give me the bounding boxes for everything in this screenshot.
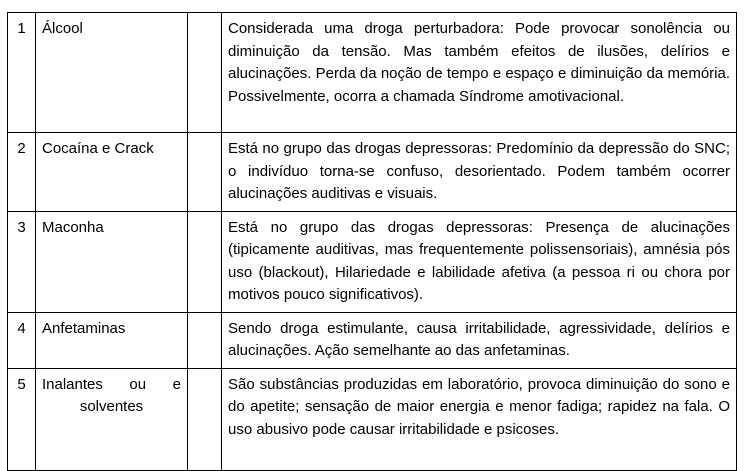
drug-description: Sendo droga estimulante, causa irritabilidade, agressividade, delírios e alucinações. Ação semelhante ao das anfetaminas. [222,312,737,368]
row-number: 4 [8,312,36,368]
drug-description: Está no grupo das drogas depressoras: Presença de alucinações (tipicamente auditivas, mas frequentemente polissensoriais), amnésia pós uso (blackout), Hilariedade e labilidade afetiva (a pessoa ri ou chora por motivos pouco significativos). [222,211,737,312]
table-row [8,211,737,312]
drug-name: Álcool [36,13,188,133]
empty-cell [188,13,222,133]
drug-name-line1: Inalantes ou e [42,375,181,393]
table-row [8,312,737,368]
row-number: 3 [8,211,36,312]
empty-cell [188,312,222,368]
drug-name: Maconha [36,211,188,312]
drug-name: Anfetaminas [36,312,188,368]
table-row [8,13,737,133]
empty-cell [188,211,222,312]
drug-description: Está no grupo das drogas depressoras: Predomínio da depressão do SNC; o indivíduo torna-se confuso, desorientado. Podem também ocorrer alucinações auditivas e visuais. [222,133,737,212]
drug-name [36,368,188,470]
drug-name-line2: solventes [79,398,144,415]
row-number: 2 [8,133,36,212]
drug-effects-table [7,12,737,471]
table-row [8,368,737,470]
row-number: 1 [8,13,36,133]
drug-name: Cocaína e Crack [36,133,188,212]
drug-description: Considerada uma droga perturbadora: Pode provocar sonolência ou diminuição da tensão. Mas também efeitos de ilusões, delírios e alucinações. Perda da noção de tempo e espaço e diminuição da memória. Possivelmente, ocorra a chamada Síndrome amotivacional. [222,13,737,133]
empty-cell [188,133,222,212]
table-row [8,133,737,212]
drug-description: São substâncias produzidas em laboratório, provoca diminuição do sono e do apetite; sensação de maior energia e menor fadiga; rapidez na fala. O uso abusivo pode causar irritabilidade e psicoses. [222,368,737,470]
empty-cell [188,368,222,470]
row-number: 5 [8,368,36,470]
